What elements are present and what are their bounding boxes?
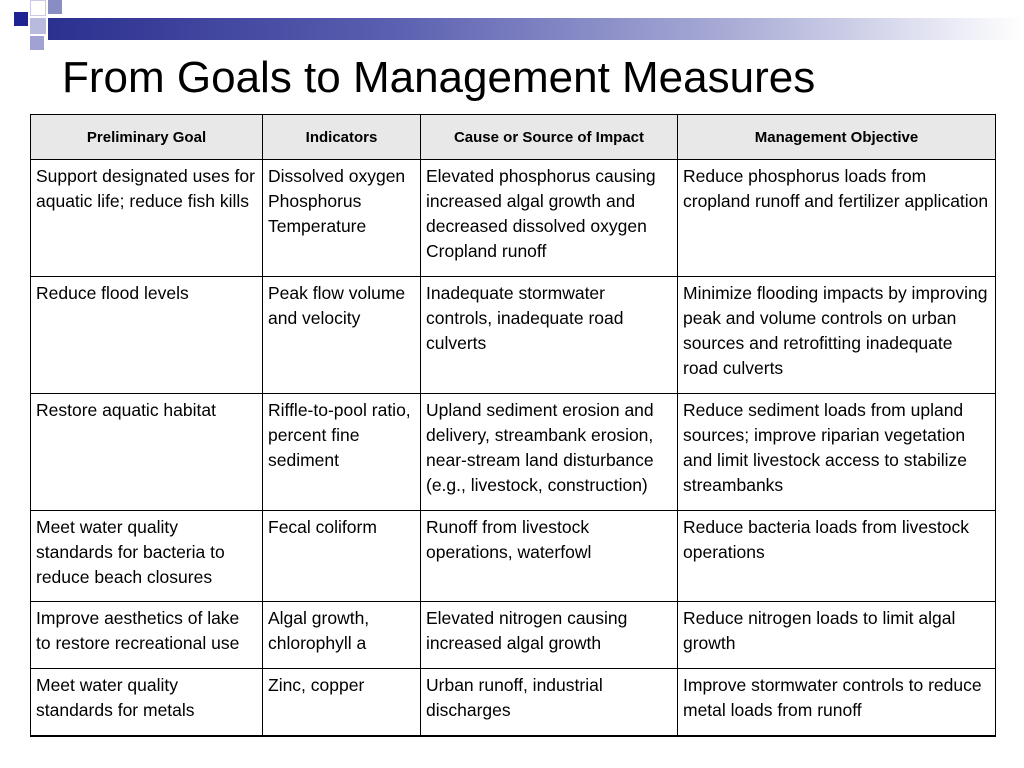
table-row	[31, 602, 996, 669]
decor-square	[30, 18, 46, 34]
goal-cell: Improve aesthetics of lake to restore recreational use	[31, 602, 263, 669]
indicator-line: Temperature	[268, 216, 367, 236]
column-header: Indicators	[263, 115, 421, 160]
objective-cell: Improve stormwater controls to reduce metal loads from runoff	[678, 669, 996, 737]
decor-square	[14, 12, 28, 26]
cause-cell	[421, 669, 678, 737]
cause-cell	[421, 511, 678, 602]
indicator-line: Algal growth, chlorophyll a	[268, 608, 370, 653]
cause-line: Upland sediment erosion and delivery, streambank erosion, near-stream land disturbance (e.g., livestock, construction)	[426, 400, 654, 495]
cause-line: Cropland runoff	[426, 241, 547, 261]
cause-cell	[421, 602, 678, 669]
cause-line: Elevated phosphorus causing increased algal growth and decreased dissolved oxygen	[426, 166, 656, 236]
table-row	[31, 511, 996, 602]
cause-cell	[421, 160, 678, 277]
objective-cell: Reduce nitrogen loads to limit algal growth	[678, 602, 996, 669]
cause-line: Elevated nitrogen causing increased algal growth	[426, 608, 628, 653]
cause-line: Inadequate stormwater controls, inadequate road culverts	[426, 283, 624, 353]
goal-cell: Meet water quality standards for metals	[31, 669, 263, 737]
column-header: Preliminary Goal	[31, 115, 263, 160]
objective-cell: Reduce bacteria loads from livestock operations	[678, 511, 996, 602]
goal-cell: Meet water quality standards for bacteria to reduce beach closures	[31, 511, 263, 602]
column-header: Management Objective	[678, 115, 996, 160]
goal-cell: Support designated uses for aquatic life; reduce fish kills	[31, 160, 263, 277]
decor-square	[30, 36, 44, 50]
cause-cell	[421, 394, 678, 511]
indicator-line: Fecal coliform	[268, 517, 377, 537]
title-gradient-bar	[48, 18, 1024, 40]
cause-line: Runoff from livestock operations, waterfowl	[426, 517, 592, 562]
table-row	[31, 394, 996, 511]
indicators-cell	[263, 277, 421, 394]
table-header-row	[31, 115, 996, 160]
table-row	[31, 669, 996, 737]
indicators-cell	[263, 160, 421, 277]
cause-cell	[421, 277, 678, 394]
objective-cell: Reduce phosphorus loads from cropland runoff and fertilizer application	[678, 160, 996, 277]
indicators-cell	[263, 394, 421, 511]
table-row	[31, 277, 996, 394]
decor-square	[48, 0, 62, 14]
indicators-cell	[263, 669, 421, 737]
objective-cell: Minimize flooding impacts by improving peak and volume controls on urban sources and retrofitting inadequate road culverts	[678, 277, 996, 394]
indicator-line: Riffle-to-pool ratio, percent fine sediment	[268, 400, 411, 470]
column-header: Cause or Source of Impact	[421, 115, 678, 160]
indicator-line: Phosphorus	[268, 191, 362, 211]
indicator-line: Peak flow volume and velocity	[268, 283, 406, 328]
goals-measures-table	[30, 114, 996, 737]
indicator-line: Dissolved oxygen	[268, 166, 406, 186]
indicators-cell	[263, 511, 421, 602]
goal-cell: Reduce flood levels	[31, 277, 263, 394]
table-row	[31, 160, 996, 277]
goal-cell: Restore aquatic habitat	[31, 394, 263, 511]
indicators-cell	[263, 602, 421, 669]
slide-title: From Goals to Management Measures	[62, 53, 816, 102]
cause-line: Urban runoff, industrial discharges	[426, 675, 603, 720]
decor-square	[30, 0, 46, 16]
objective-cell: Reduce sediment loads from upland sources; improve riparian vegetation and limit livestock access to stabilize streambanks	[678, 394, 996, 511]
indicator-line: Zinc, copper	[268, 675, 365, 695]
